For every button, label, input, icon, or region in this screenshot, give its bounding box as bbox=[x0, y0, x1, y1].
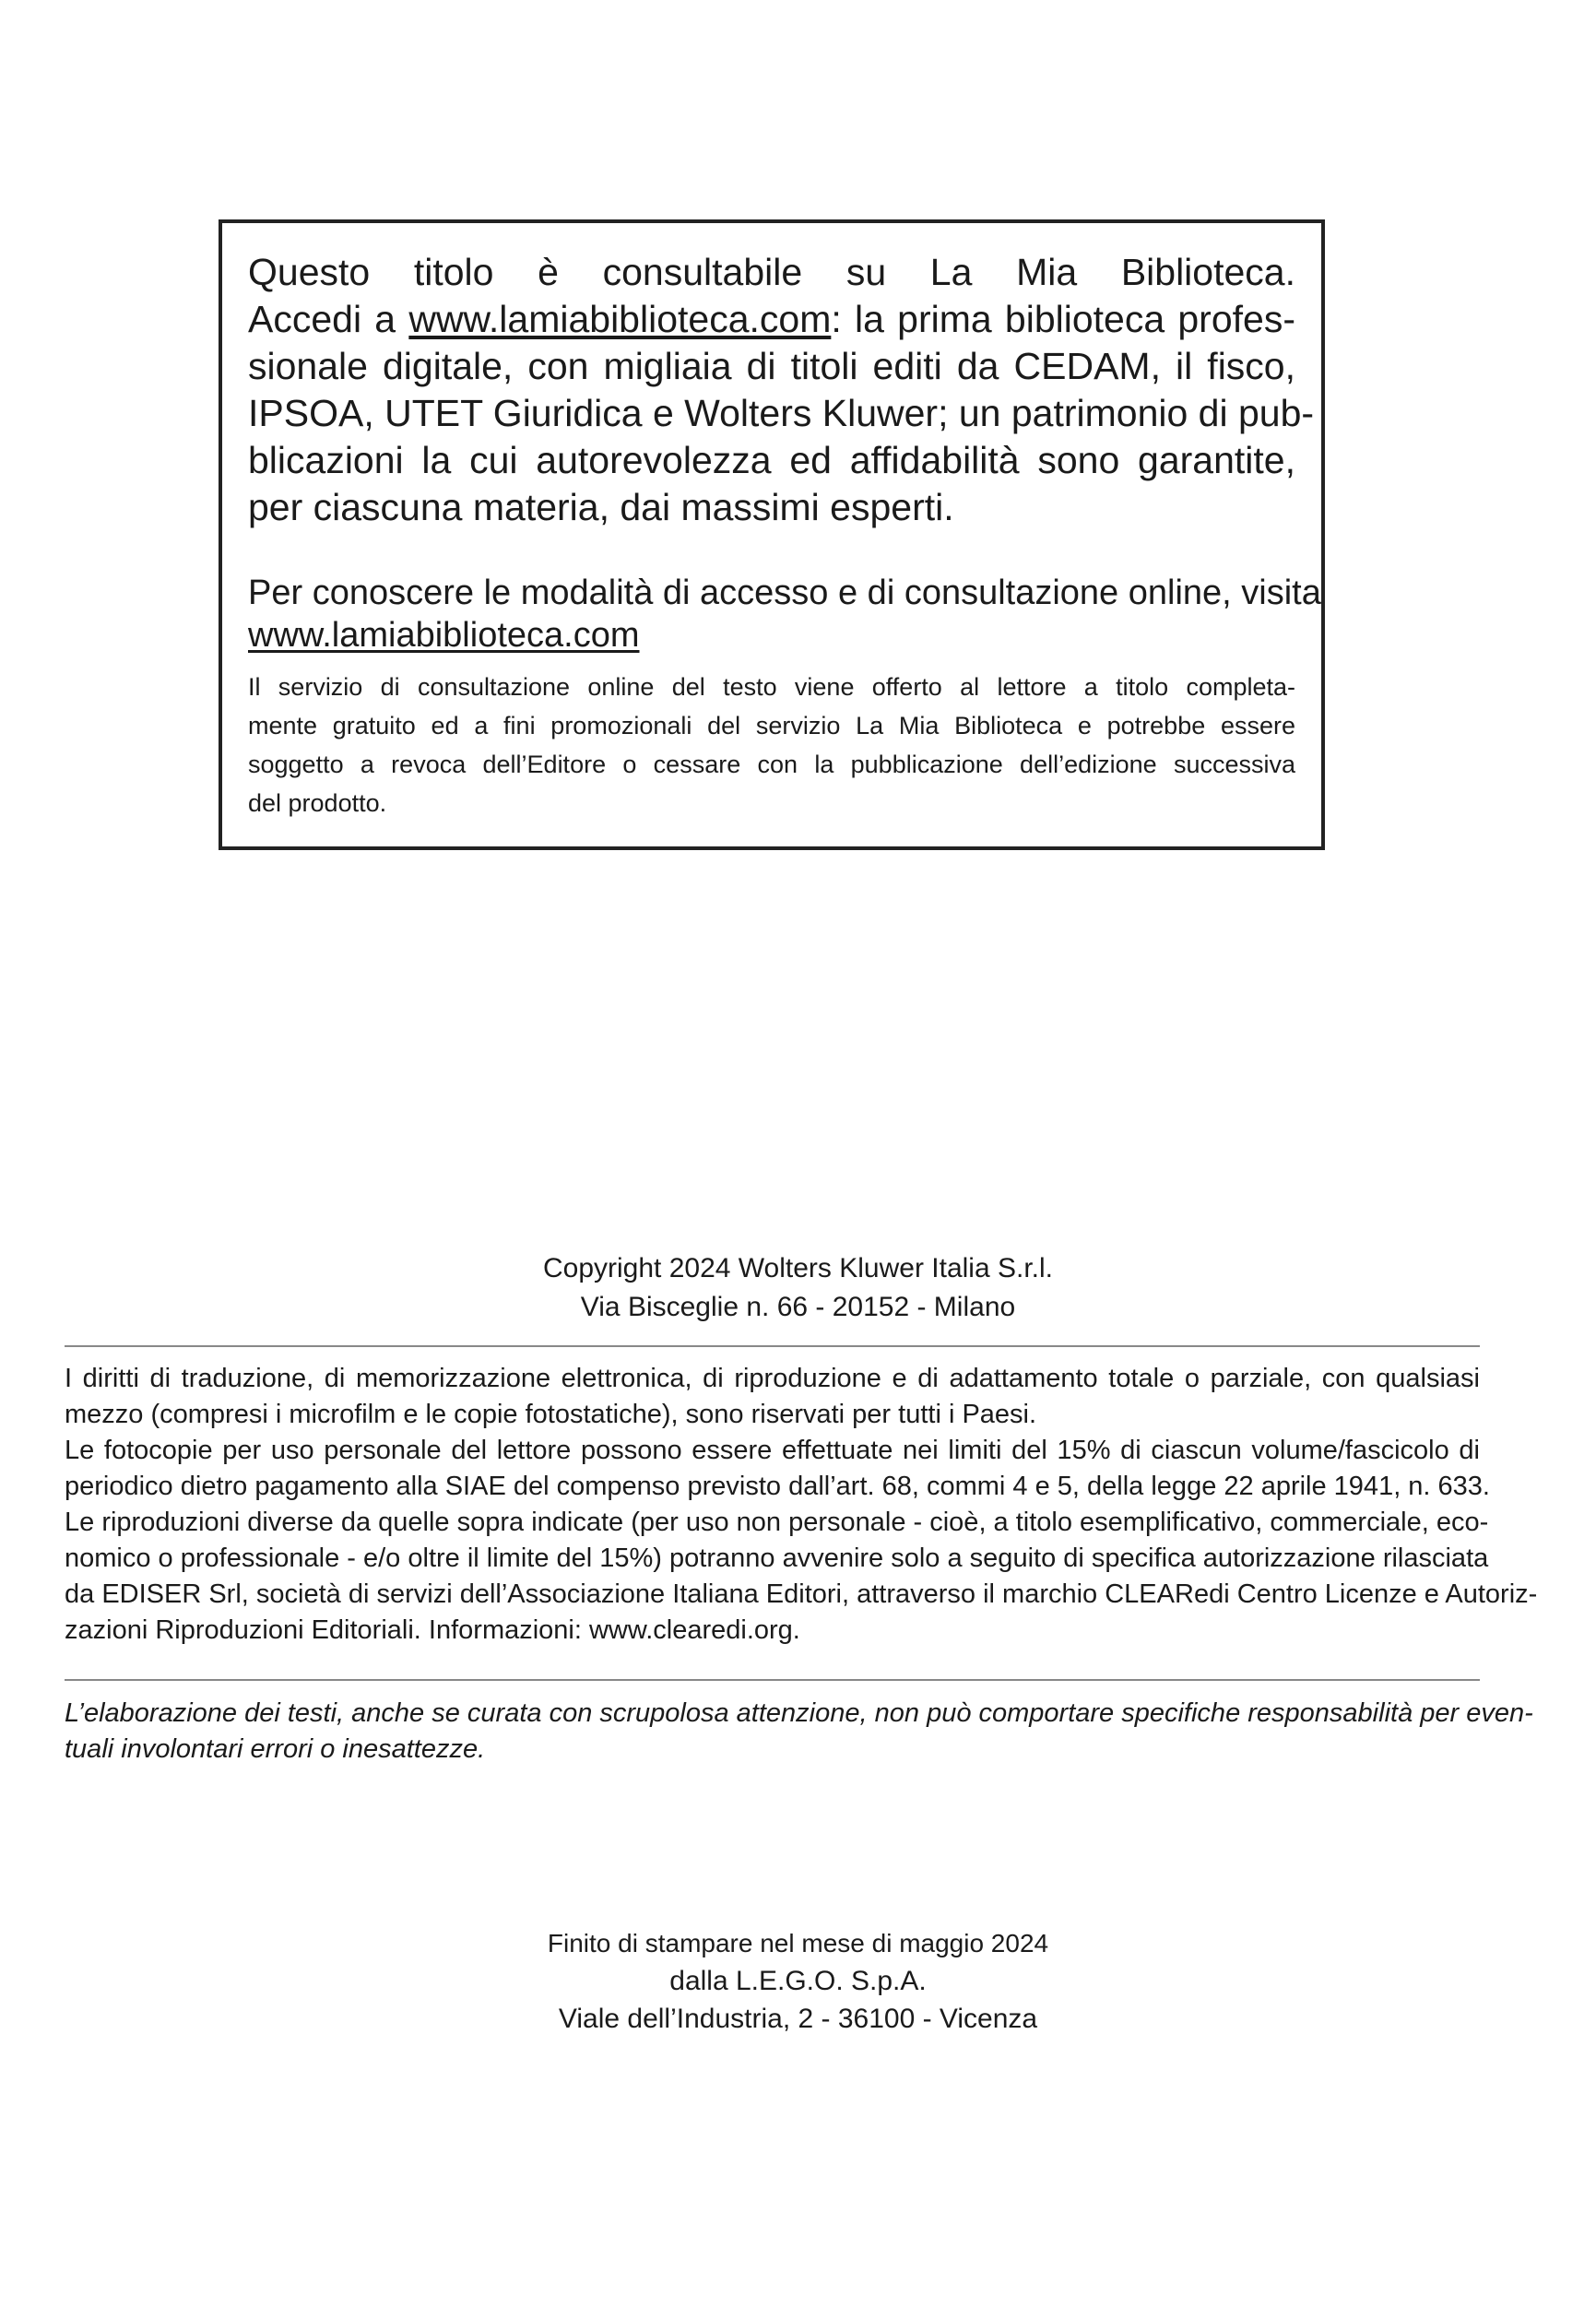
disclaimer-line: L’elaborazione dei testi, anche se curata con scrupolosa attenzione, non può comportare specifiche responsabilità per even- bbox=[65, 1698, 1533, 1728]
intro-text: IPSOA, UTET Giuridica e Wolters Kluwer; un patrimonio di pub- bbox=[248, 392, 1315, 434]
box-intro-paragraph bbox=[248, 249, 1315, 531]
intro-line bbox=[248, 296, 1295, 343]
online-access-notice-box bbox=[219, 219, 1325, 850]
copyright-block bbox=[0, 1249, 1596, 1327]
intro-text: sionale digitale, con migliaia di titoli editi da CEDAM, il fisco, bbox=[248, 345, 1295, 387]
access-link[interactable]: www.lamiabiblioteca.com bbox=[248, 616, 640, 655]
access-text: Per conoscere le modalità di accesso e di consultazione online, visita bbox=[248, 574, 1321, 612]
intro-text: Accedi a bbox=[248, 298, 409, 340]
intro-text: : la prima biblioteca profes- bbox=[831, 298, 1295, 340]
rights-paragraph bbox=[65, 1361, 1538, 1649]
rights-line: Le riproduzioni diverse da quelle sopra indicate (per uso non personale - cioè, a titolo esemplificativo, commerciale, eco- bbox=[65, 1508, 1489, 1537]
intro-line bbox=[248, 249, 1295, 296]
intro-text: per ciascuna materia, dai massimi esperti. bbox=[248, 486, 954, 528]
divider-top bbox=[65, 1345, 1480, 1347]
box-access-paragraph bbox=[248, 572, 1321, 656]
rights-line: nomico o professionale - e/o oltre il limite del 15%) potranno avvenire solo a seguito di specifica autorizzazione rilasciata bbox=[65, 1543, 1489, 1573]
disclaimer-paragraph bbox=[65, 1696, 1533, 1768]
divider-bottom bbox=[65, 1679, 1480, 1681]
note-line: del prodotto. bbox=[248, 789, 387, 817]
publisher-address: Via Bisceglie n. 66 - 20152 - Milano bbox=[580, 1292, 1016, 1322]
rights-line: periodico dietro pagamento alla SIAE del compenso previsto dall’art. 68, commi 4 e 5, della legge 22 aprile 1941, n. 633. bbox=[65, 1472, 1490, 1501]
intro-text: Questo titolo è consultabile su La Mia Biblioteca. bbox=[248, 251, 1295, 293]
printer-name: dalla L.E.G.O. S.p.A. bbox=[669, 1966, 927, 1996]
copyright-line: Copyright 2024 Wolters Kluwer Italia S.r.l. bbox=[542, 1253, 1054, 1283]
intro-line bbox=[248, 484, 1295, 531]
note-line: soggetto a revoca dell’Editore o cessare con la pubblicazione dell’edizione successiva bbox=[248, 751, 1295, 778]
intro-line bbox=[248, 437, 1295, 484]
rights-line: da EDISER Srl, società di servizi dell’Associazione Italiana Editori, attraverso il marchio CLEARedi Centro Licenze e Autoriz- bbox=[65, 1579, 1538, 1609]
printer-address: Viale dell’Industria, 2 - 36100 - Vicenza bbox=[558, 2004, 1038, 2034]
printer-block bbox=[0, 1924, 1596, 2038]
rights-line: mezzo (compresi i microfilm e le copie fotostatiche), sono riservati per tutti i Paesi. bbox=[65, 1400, 1037, 1429]
intro-line bbox=[248, 343, 1295, 390]
rights-line: Le fotocopie per uso personale del lettore possono essere effettuate nei limiti del 15% di ciascun volume/fascicolo di bbox=[65, 1436, 1480, 1465]
rights-line: I diritti di traduzione, di memorizzazione elettronica, di riproduzione e di adattamento totale o parziale, con qualsiasi bbox=[65, 1364, 1480, 1393]
note-line: mente gratuito ed a fini promozionali del servizio La Mia Biblioteca e potrebbe essere bbox=[248, 712, 1295, 739]
print-date-line: Finito di stampare nel mese di maggio 2024 bbox=[547, 1929, 1049, 1957]
box-note-paragraph bbox=[248, 668, 1295, 822]
rights-line: zazioni Riproduzioni Editoriali. Informazioni: www.clearedi.org. bbox=[65, 1615, 800, 1645]
disclaimer-line: tuali involontari errori o inesattezze. bbox=[65, 1734, 486, 1764]
note-line: Il servizio di consultazione online del testo viene offerto al lettore a titolo completa- bbox=[248, 673, 1295, 701]
library-link[interactable]: www.lamiabiblioteca.com bbox=[408, 298, 832, 340]
intro-text: blicazioni la cui autorevolezza ed affidabilità sono garantite, bbox=[248, 439, 1295, 481]
intro-line bbox=[248, 390, 1315, 437]
